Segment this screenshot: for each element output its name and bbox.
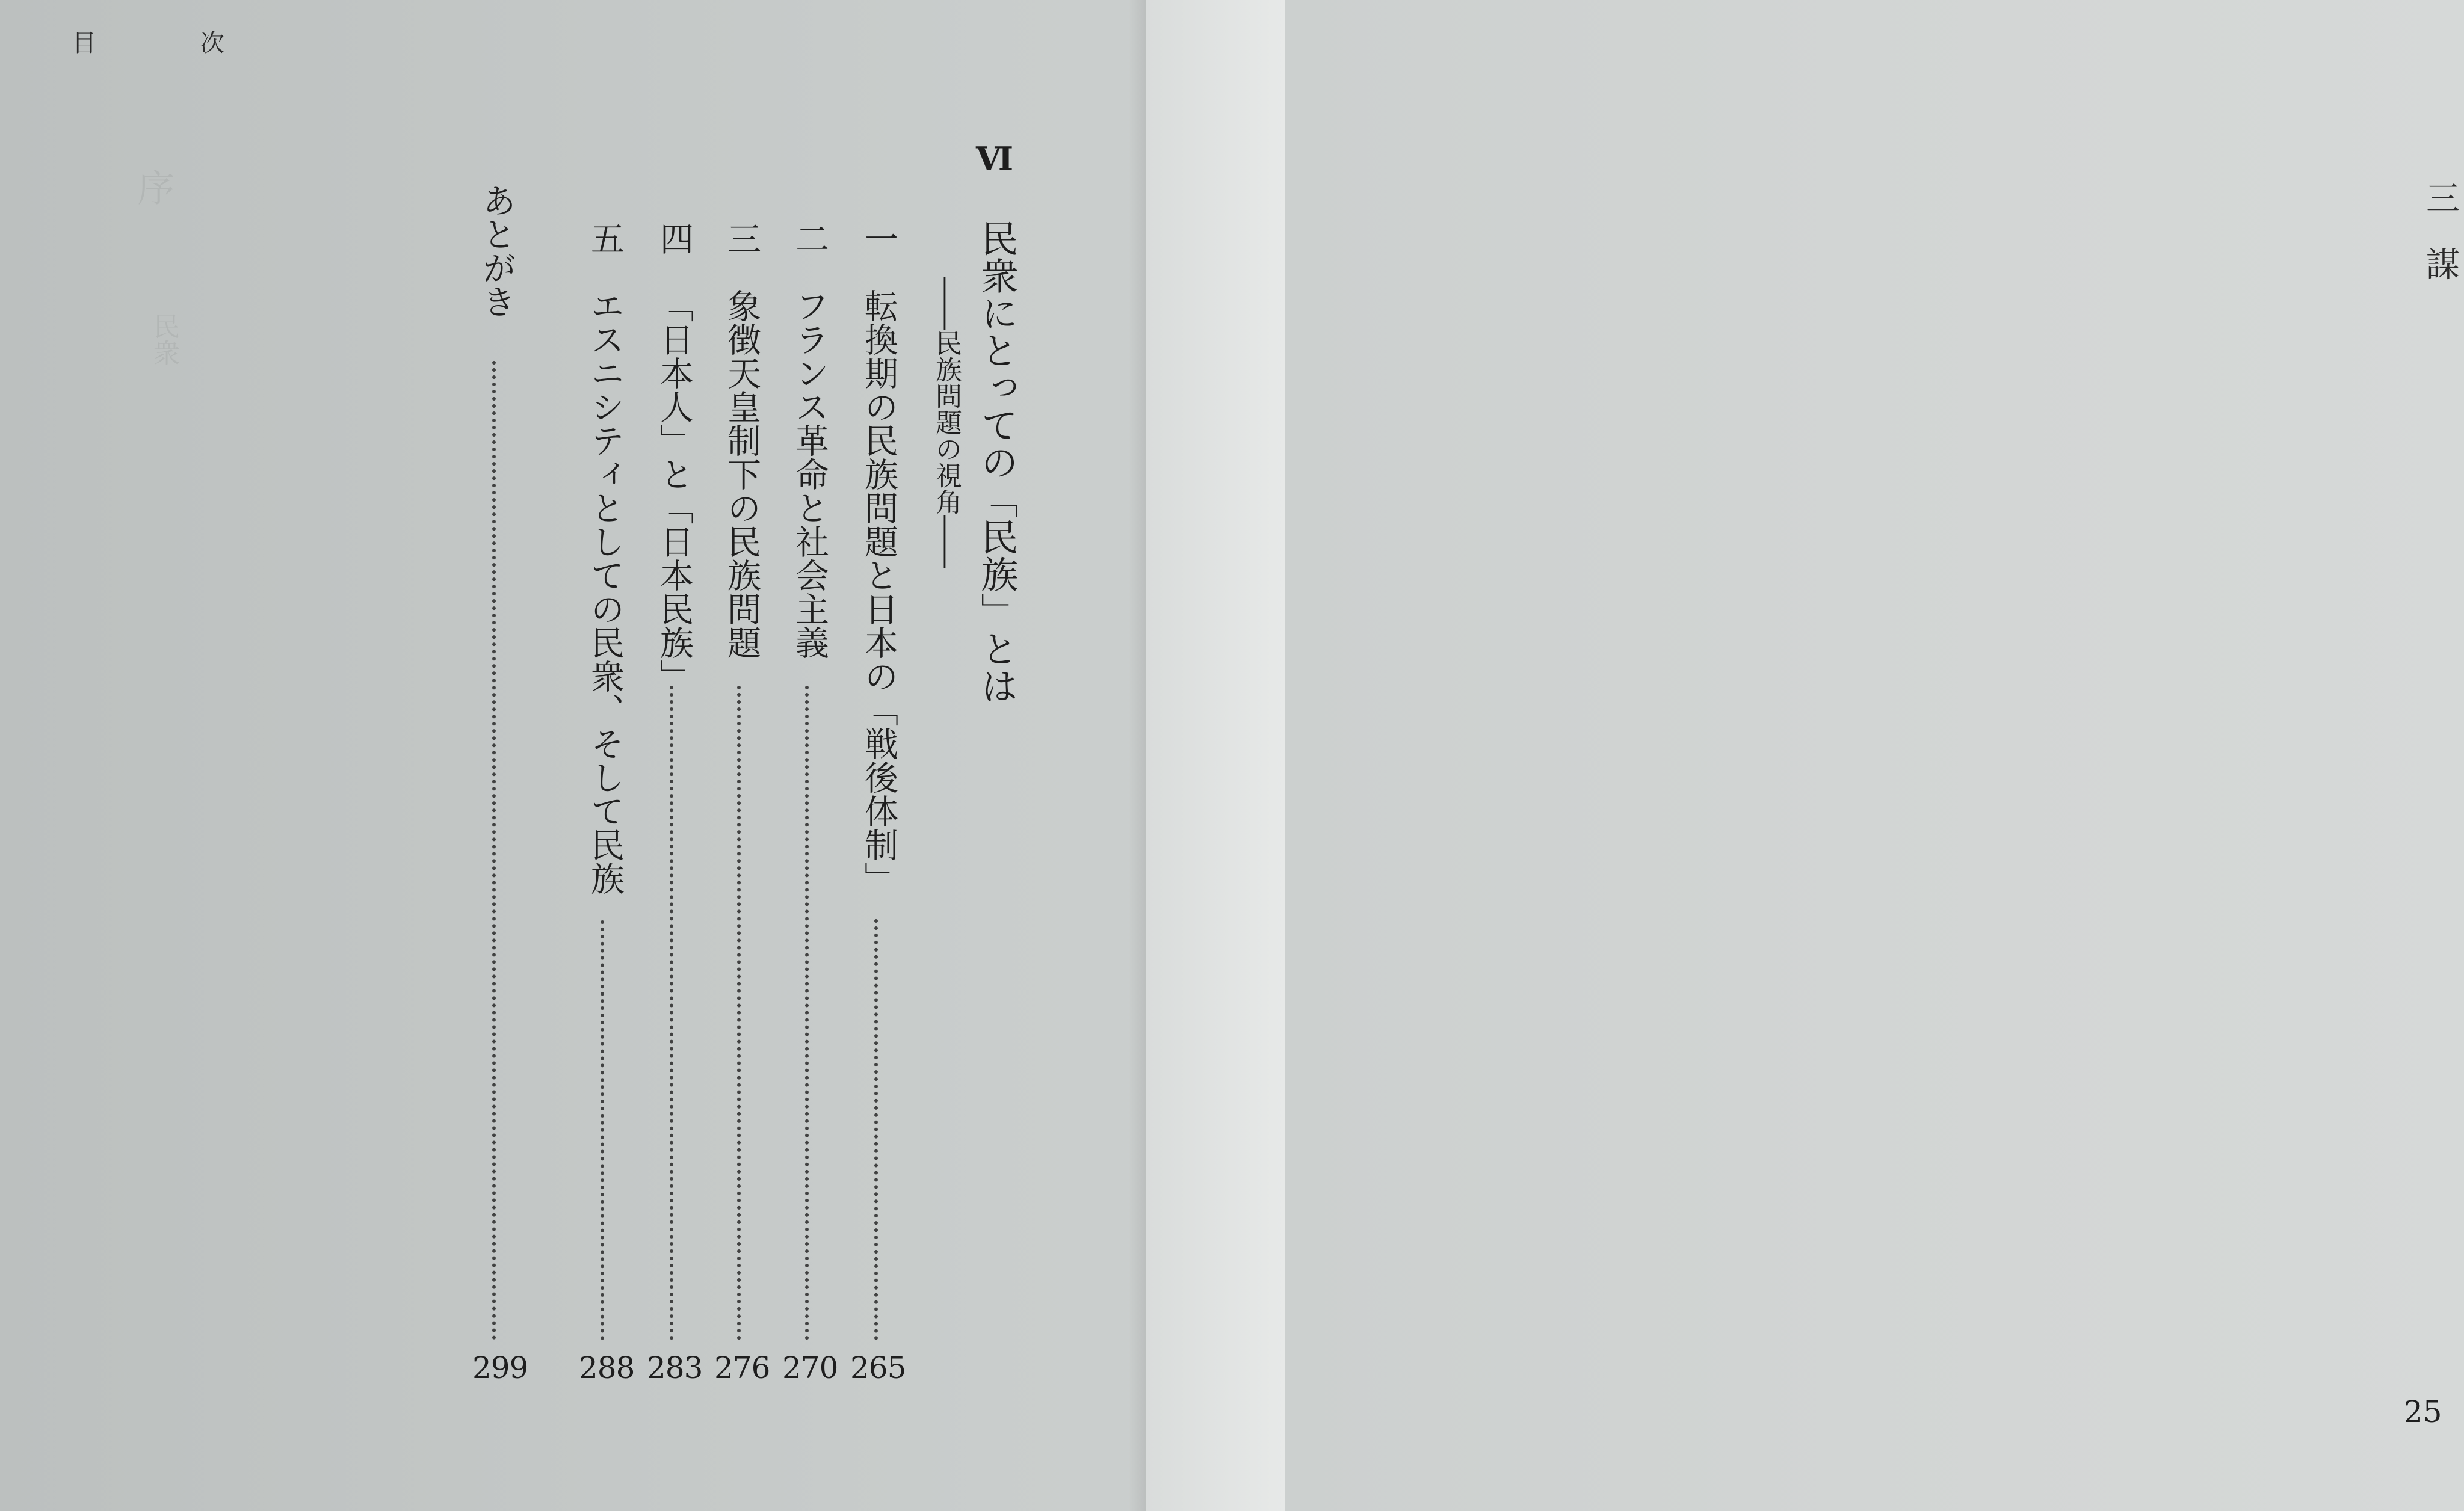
entry-number: 二 (790, 221, 829, 255)
facing-page (1146, 0, 2460, 1511)
show-through-text: 民衆 (149, 313, 179, 366)
toc-page (0, 0, 1146, 1511)
leader-dots (670, 686, 673, 1340)
entry-page-number: 270 (782, 1350, 838, 1385)
leader-dots (737, 686, 741, 1340)
leader-dots (601, 920, 604, 1340)
facing-page-text: 謀 (2421, 247, 2460, 280)
leader-dots (492, 361, 496, 1340)
entry-number: 四 (655, 221, 694, 255)
entry-page-number: 288 (579, 1350, 635, 1385)
facing-page-text: 三 (2421, 180, 2460, 214)
entry-label[interactable]: 象徴天皇制下の民族問題 (722, 289, 761, 659)
leader-dots (805, 686, 809, 1340)
running-head: 目 次 (72, 29, 273, 57)
afterword-label[interactable]: あとがき (477, 183, 516, 318)
entry-number: 一 (859, 221, 898, 255)
entry-label[interactable]: 転換期の民族問題と日本の「戦後体制」 (859, 289, 898, 895)
entry-label[interactable]: フランス革命と社会主義 (790, 289, 829, 659)
part-title: 民衆にとっての「民族」とは (975, 220, 1019, 704)
show-through-text: 序 (131, 168, 175, 206)
entry-number: 三 (722, 221, 761, 255)
entry-number: 五 (585, 221, 625, 255)
part-subtitle: ――民族問題の視角―― (931, 277, 962, 568)
leader-dots (874, 919, 878, 1340)
entry-label[interactable]: エスニシティとしての民衆、そして民族 (585, 289, 625, 895)
afterword-page-number: 299 (472, 1350, 528, 1385)
facing-page-number: 25 (2404, 1394, 2442, 1429)
entry-page-number: 265 (850, 1350, 906, 1385)
part-numeral: Ⅵ (976, 140, 1013, 178)
entry-page-number: 283 (647, 1350, 703, 1385)
entry-page-number: 276 (714, 1350, 770, 1385)
entry-label[interactable]: 「日本人」と「日本民族」 (655, 289, 694, 693)
